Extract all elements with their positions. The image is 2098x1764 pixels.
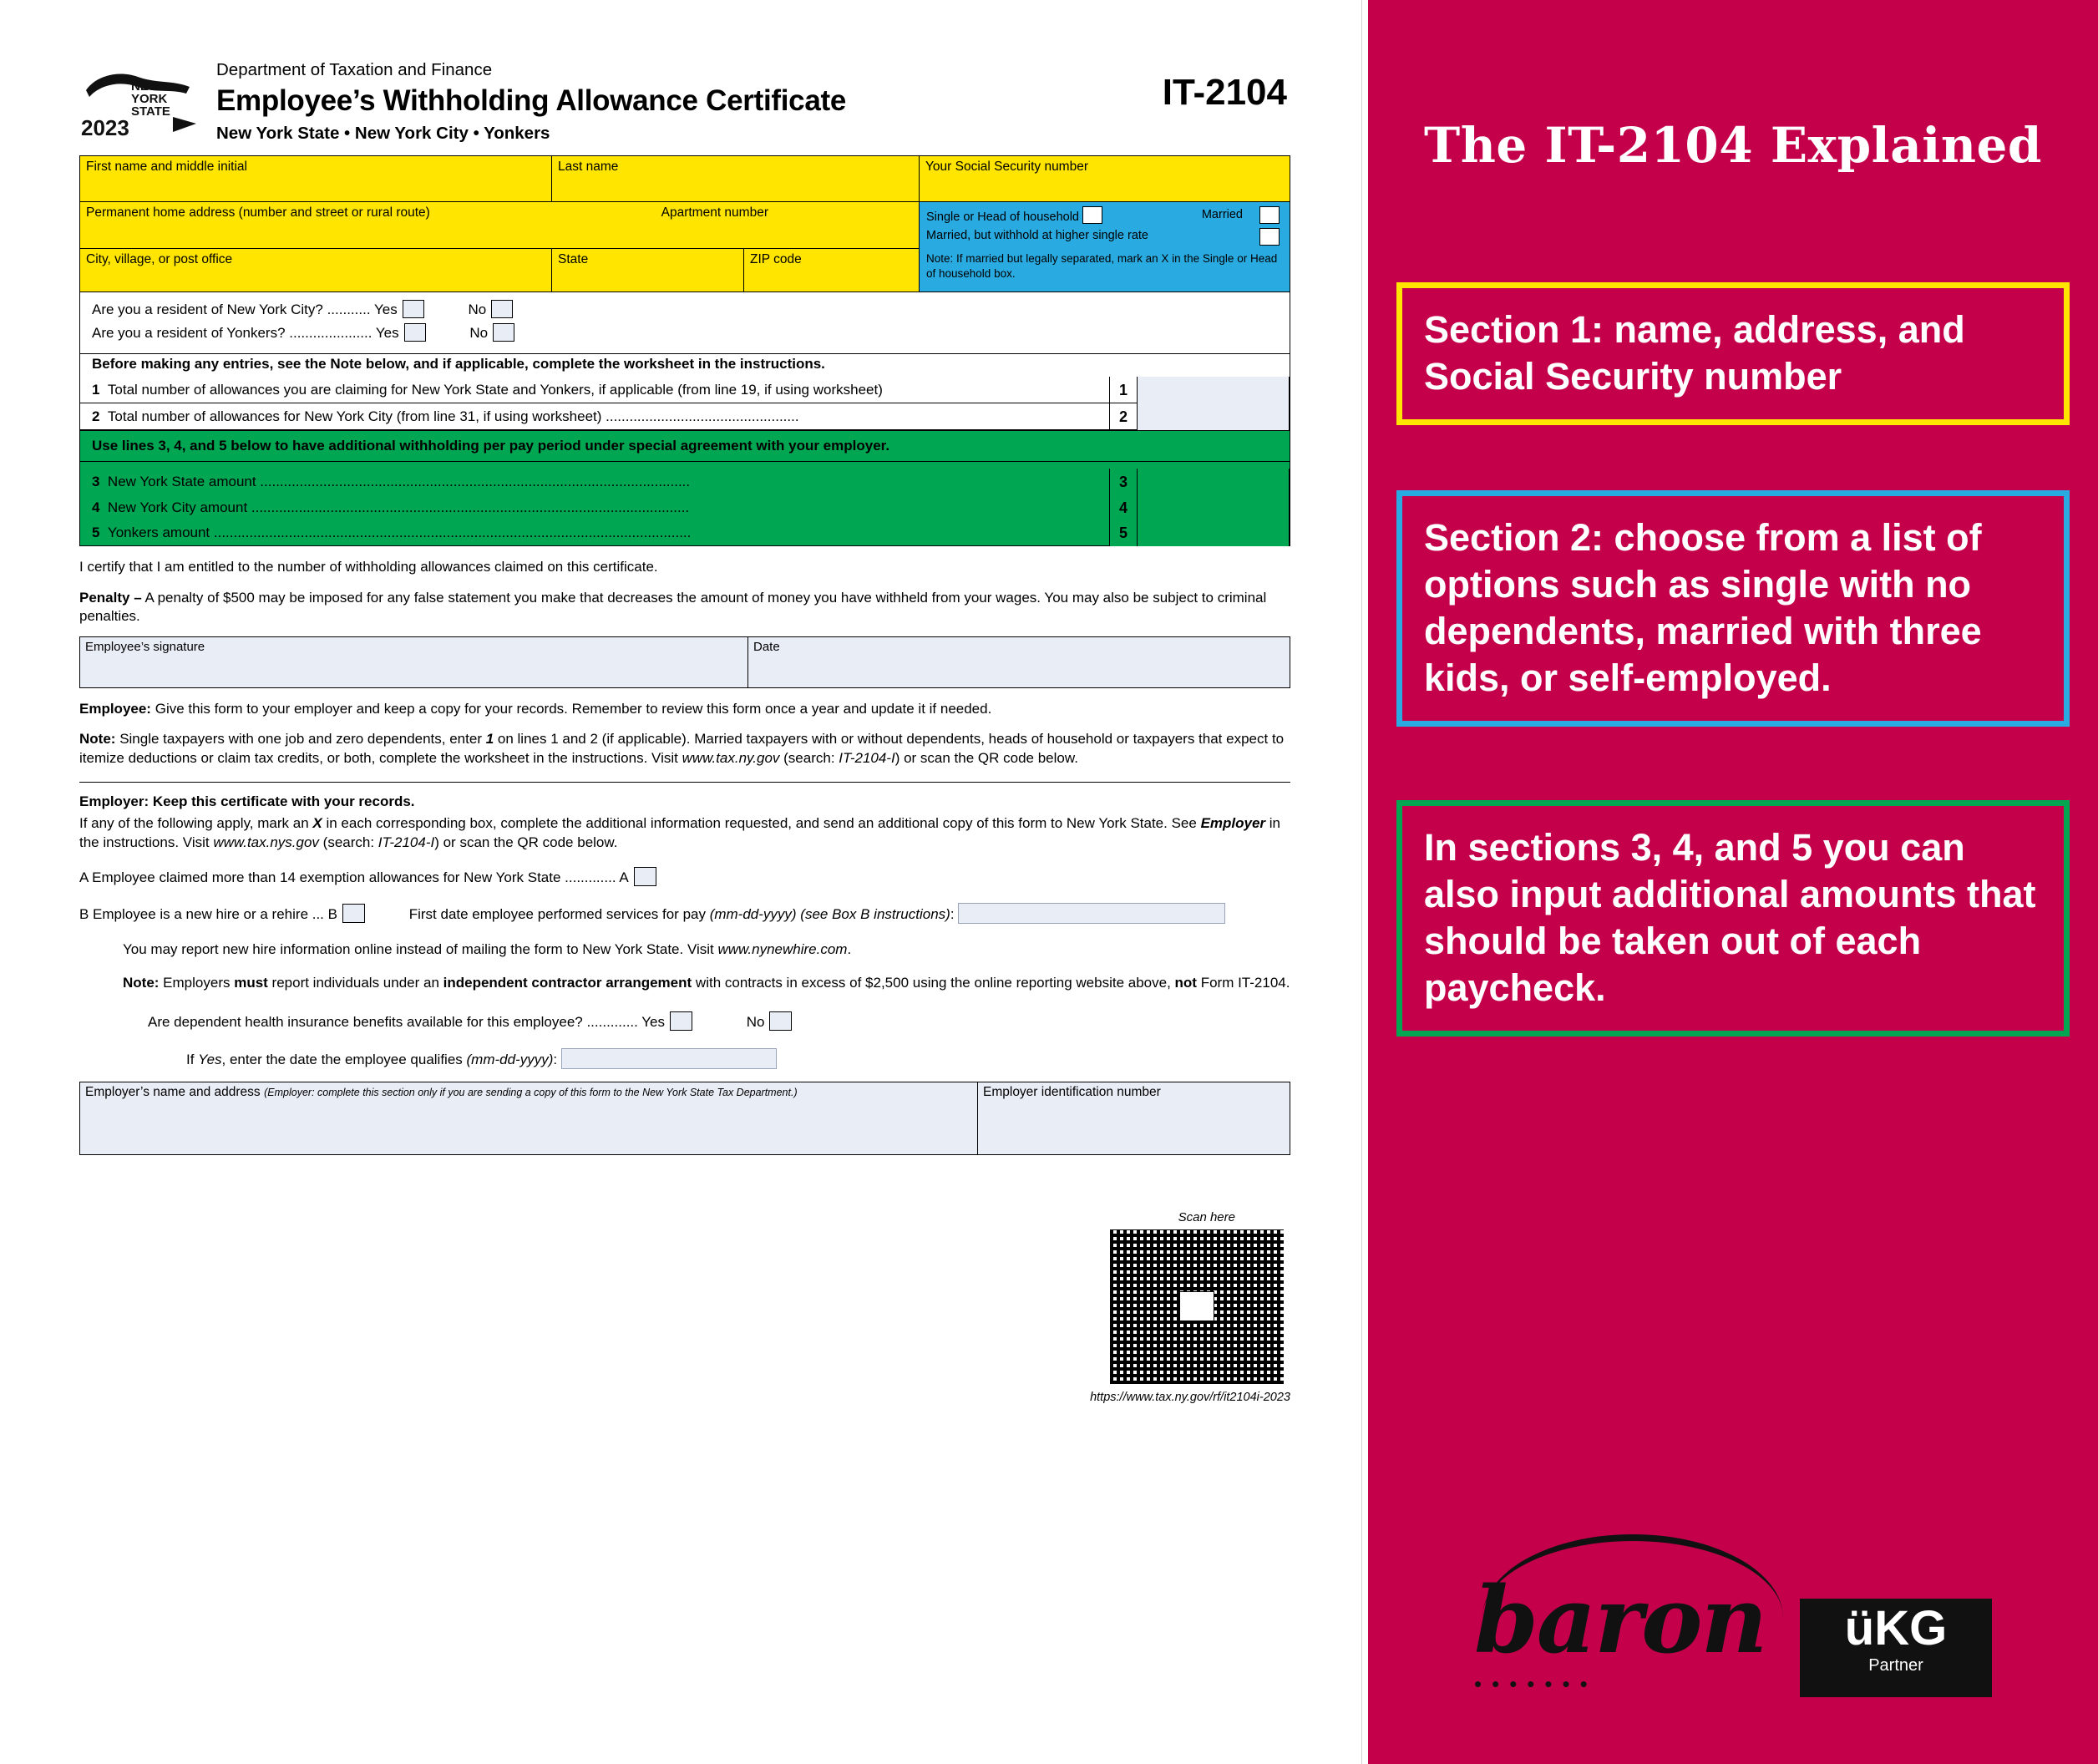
address-field[interactable] <box>80 202 919 248</box>
dependent-health-label: Are dependent health insurance benefits available for this employee? ............. Yes <box>148 1013 666 1030</box>
callout-section-2 <box>1396 490 2070 727</box>
employer-name-note: (Employer: complete this section only if you are sending a copy of this form to the New York State Tax Department.) <box>264 1086 798 1098</box>
line-4-number: 4 <box>92 499 100 515</box>
line-b-date-colon: : <box>950 906 955 923</box>
line-4-row <box>79 494 1290 520</box>
yonkers-yes-checkbox[interactable] <box>404 323 426 342</box>
yonkers-no-label: No <box>469 325 489 341</box>
employee-instructions-label: Employee: <box>79 700 151 717</box>
line-1-text: Total number of allowances you are claiming for New York State and Yonkers, if applicable (from line 19, if using worksheet) <box>107 381 883 398</box>
dependent-health-no-checkbox[interactable] <box>769 1011 792 1031</box>
newhire-end: . <box>847 941 852 958</box>
contractor-note <box>79 974 1290 993</box>
nyc-no-label: No <box>468 302 487 317</box>
line-4-box-number: 4 <box>1109 494 1138 521</box>
employer-text-3: in the instructions. Visit <box>79 815 1281 850</box>
baron-swoosh-icon <box>1482 1534 1783 1635</box>
contractor-text-1: Employers <box>159 975 235 991</box>
svg-text:YORK: YORK <box>131 92 168 106</box>
line-2-text: Total number of allowances for New York City (from line 31, if using worksheet) ................................................. <box>107 408 799 424</box>
qr-code-image[interactable] <box>1110 1229 1284 1384</box>
if-yes-text-1: If <box>186 1052 199 1068</box>
line-2-row <box>80 403 1290 430</box>
filing-status-block <box>919 202 1290 292</box>
employer-text-4: (search: <box>318 834 378 850</box>
line-b-row <box>79 903 1290 924</box>
address-label: Permanent home address (number and street or rural route) <box>86 205 430 220</box>
state-field[interactable] <box>552 249 744 291</box>
employee-note-text-2: on lines 1 and 2 (if applicable). Married taxpayers with or without dependents, heads of household or taxpayers that expect to itemize deductions or claim tax credits, or both, complete the worksheet in the instructions. Visit <box>79 731 1285 767</box>
employee-instructions <box>79 700 1290 719</box>
employer-em-x: X <box>312 815 322 832</box>
city-label: City, village, or post office <box>86 252 233 266</box>
if-yes-text-2: , enter the date the employee qualifies <box>221 1052 467 1068</box>
callout-section-345-text: In sections 3, 4, and 5 you can also input additional amounts that should be taken out of each paycheck. <box>1424 825 2036 1010</box>
line-a-checkbox[interactable] <box>634 867 656 886</box>
callout-section-1-text: Section 1: name, address, and Social Security number <box>1424 308 1965 398</box>
ein-field[interactable] <box>978 1082 1290 1154</box>
line-b-date-format: (mm-dd-yyyy) (see Box B instructions) <box>709 906 950 923</box>
baron-ukg-logo <box>1368 1566 2098 1697</box>
line-5-number: 5 <box>92 525 100 540</box>
nynewhire-link[interactable]: www.nynewhire.com <box>717 941 848 958</box>
penalty-text: A penalty of $500 may be imposed for any false statement you make that decreases the amount of money you have withheld from your wages. You may also be subject to criminal penalties. <box>79 589 1267 625</box>
form-number: IT-2104 <box>1162 72 1287 113</box>
employer-info-box <box>79 1082 1290 1155</box>
line-a-row <box>79 867 1290 886</box>
if-yes-colon: : <box>553 1052 558 1068</box>
employee-note-em-2: IT-2104-I <box>839 750 895 767</box>
nyc-yes-checkbox[interactable] <box>403 300 424 318</box>
state-label: State <box>558 252 589 266</box>
yonkers-resident-label: Are you a resident of Yonkers? ..................... <box>92 325 372 341</box>
line-b-date-label: First date employee performed services for pay <box>408 906 710 923</box>
line-4-text: New York City amount ............................................................................................................... <box>107 499 690 515</box>
first-name-label: First name and middle initial <box>86 160 247 174</box>
ukg-partner-label: Partner <box>1868 1655 1923 1675</box>
signature-date-label: Date <box>753 639 780 654</box>
dependent-health-no-label: No <box>746 1013 765 1030</box>
nyc-resident-label: Are you a resident of New York City? ........... <box>92 302 371 317</box>
line-2-box-number: 2 <box>1109 403 1138 430</box>
line-b-checkbox[interactable] <box>342 904 365 923</box>
dependent-health-yes-checkbox[interactable] <box>670 1011 692 1031</box>
scan-here-label: Scan here <box>1178 1209 1235 1224</box>
callout-section-345 <box>1396 800 2070 1037</box>
contractor-text-3: with contracts in excess of $2,500 using the online reporting website above, <box>692 975 1175 991</box>
employer-text-5: ) or scan the QR code below. <box>434 834 618 850</box>
status-married-higher-label: Married, but withhold at higher single rate <box>926 229 1148 242</box>
certification-text: I certify that I am entitled to the number of withholding allowances claimed on this certificate. <box>79 559 658 575</box>
contractor-text-2: report individuals under an <box>267 975 443 991</box>
employee-instructions-text: Give this form to your employer and keep a copy for your records. Remember to review this form once a year and update it if needed. <box>155 700 992 717</box>
employer-text-1: If any of the following apply, mark an <box>79 815 313 832</box>
line-b-text: B Employee is a new hire or a rehire ... B <box>79 906 337 923</box>
residency-block <box>79 292 1290 354</box>
employee-note <box>79 730 1290 768</box>
employee-note-label: Note: <box>79 731 116 748</box>
signature-row <box>79 636 1290 688</box>
ein-label: Employer identification number <box>983 1084 1161 1099</box>
ukg-brand: üKG <box>1844 1601 1948 1655</box>
pane-divider <box>1361 0 1368 1764</box>
contractor-note-label: Note: <box>123 975 160 991</box>
apartment-label: Apartment number <box>661 205 768 220</box>
form-title: Employee’s Withholding Allowance Certificate <box>216 84 847 117</box>
qr-block <box>1006 1210 1290 1404</box>
section-divider <box>79 782 1290 783</box>
line-2-number: 2 <box>92 408 100 424</box>
contractor-em-must: must <box>234 975 268 991</box>
baron-wordmark: baron <box>1474 1566 1766 1674</box>
last-name-label: Last name <box>558 160 619 174</box>
line-3-box-number: 3 <box>1109 469 1138 495</box>
newhire-text: You may report new hire information online instead of mailing the form to New York State. Visit <box>123 941 718 958</box>
status-note: Note: If married but legally separated, mark an X in the Single or Head of household box. <box>926 252 1278 280</box>
line-3-number: 3 <box>92 473 100 489</box>
form-year: 2023 <box>81 115 129 140</box>
nyc-yes-label: Yes <box>373 302 398 317</box>
city-field[interactable] <box>80 249 552 291</box>
line-4-value-input[interactable] <box>1138 494 1290 521</box>
employee-signature-label: Employee’s signature <box>85 639 205 654</box>
employer-name-address-field[interactable] <box>80 1082 978 1154</box>
qualify-date-row <box>79 1048 1290 1070</box>
contractor-em-not: not <box>1174 975 1197 991</box>
yonkers-resident-row <box>92 323 1280 342</box>
green-section-header: Use lines 3, 4, and 5 below to have additional withholding per pay period under special agreement with your employer. <box>79 430 1290 462</box>
yonkers-no-checkbox[interactable] <box>493 323 514 342</box>
callout-section-2-text: Section 2: choose from a list of options such as single with no dependents, married with three kids, or self-employed. <box>1424 515 1982 700</box>
qr-code-url: https://www.tax.ny.gov/rf/it2104i-2023 <box>1090 1390 1290 1404</box>
callout-section-1 <box>1396 282 2070 425</box>
status-married-label: Married <box>1201 208 1243 221</box>
additional-withholding-section <box>79 430 1290 546</box>
line-a-text: A Employee claimed more than 14 exemption allowances for New York State ............. A <box>79 869 629 886</box>
newhire-online-text <box>79 940 1290 960</box>
dependent-health-row <box>79 1011 1290 1032</box>
employer-instructions <box>79 814 1290 852</box>
nyc-resident-row <box>92 300 1280 318</box>
line-1-number: 1 <box>92 381 100 398</box>
line-1-value-input[interactable] <box>1138 377 1290 403</box>
tax-ny-gov-link[interactable]: www.tax.ny.gov <box>682 750 780 767</box>
if-yes-date-format: (mm-dd-yyyy) <box>466 1052 554 1068</box>
identity-block <box>79 155 1290 292</box>
line-3-text: New York State amount ............................................................................................................. <box>107 473 691 489</box>
qualify-date-input[interactable] <box>561 1048 777 1069</box>
employee-note-em-1: 1 <box>485 731 494 748</box>
employer-text-2: in each corresponding box, complete the additional information requested, and send an additional copy of this form to New York State. See <box>322 815 1201 832</box>
line-3-row <box>79 469 1290 494</box>
zip-label: ZIP code <box>750 252 802 266</box>
line-5-text: Yonkers amount ......................................................................................................................... <box>107 525 692 540</box>
line-2-value-input[interactable] <box>1138 403 1290 430</box>
nyc-no-checkbox[interactable] <box>491 300 513 318</box>
first-name-field[interactable] <box>80 156 552 201</box>
department-name: Department of Taxation and Finance <box>216 60 493 79</box>
line-3-value-input[interactable] <box>1138 469 1290 495</box>
employer-heading: Employer: Keep this certificate with your records. <box>79 793 415 809</box>
employer-name-label: Employer’s name and address <box>85 1084 261 1099</box>
zip-field[interactable] <box>744 249 919 291</box>
line-5-value-input[interactable] <box>1138 520 1290 546</box>
form-subtitle: New York State • New York City • Yonkers <box>216 124 550 143</box>
explainer-title: The IT-2104 Explained <box>1424 117 2042 174</box>
employee-note-text-4: ) or scan the QR code below. <box>894 750 1078 767</box>
line-b-date-input[interactable] <box>958 903 1225 924</box>
employee-signature-field[interactable] <box>80 637 748 687</box>
ssn-field[interactable] <box>919 155 1290 202</box>
svg-text:STATE: STATE <box>131 104 170 119</box>
status-married-higher-checkbox[interactable] <box>1259 228 1280 246</box>
before-entries-note: Before making any entries, see the Note below, and if applicable, complete the worksheet in the instructions. <box>92 356 825 372</box>
new-york-state-logo <box>79 50 205 140</box>
status-single-label: Single or Head of household <box>926 210 1079 224</box>
line-1-row <box>80 377 1290 403</box>
contractor-text-4: Form IT-2104. <box>1196 975 1290 991</box>
employee-note-text-3: (search: <box>779 750 839 767</box>
contractor-em-ica: independent contractor arrangement <box>443 975 692 991</box>
tax-nys-gov-link[interactable]: www.tax.nys.gov <box>213 834 319 850</box>
penalty-paragraph <box>79 589 1290 626</box>
last-name-field[interactable] <box>552 156 919 201</box>
line-1-box-number: 1 <box>1109 377 1138 403</box>
employer-em-employer: Employer <box>1200 815 1266 832</box>
svg-text:NEW: NEW <box>131 79 160 94</box>
explainer-pane <box>1368 0 2098 1764</box>
employee-note-text-1: Single taxpayers with one job and zero dependents, enter <box>119 731 486 748</box>
baron-logo <box>1474 1566 1791 1697</box>
signature-date-field[interactable] <box>748 637 1290 687</box>
if-yes-em: Yes <box>198 1052 222 1068</box>
baron-dots-icon: ••••••• <box>1474 1671 1598 1696</box>
ukg-partner-badge <box>1800 1599 1992 1697</box>
line-5-row <box>79 520 1290 546</box>
line-5-box-number: 5 <box>1109 520 1138 546</box>
penalty-label: Penalty – <box>79 589 142 606</box>
employer-em-it: IT-2104-I <box>378 834 435 850</box>
yonkers-yes-label: Yes <box>375 325 399 341</box>
form-header <box>79 50 1290 144</box>
status-married-checkbox[interactable] <box>1259 206 1280 224</box>
ssn-label: Your Social Security number <box>925 160 1088 174</box>
status-single-checkbox[interactable] <box>1082 206 1102 224</box>
